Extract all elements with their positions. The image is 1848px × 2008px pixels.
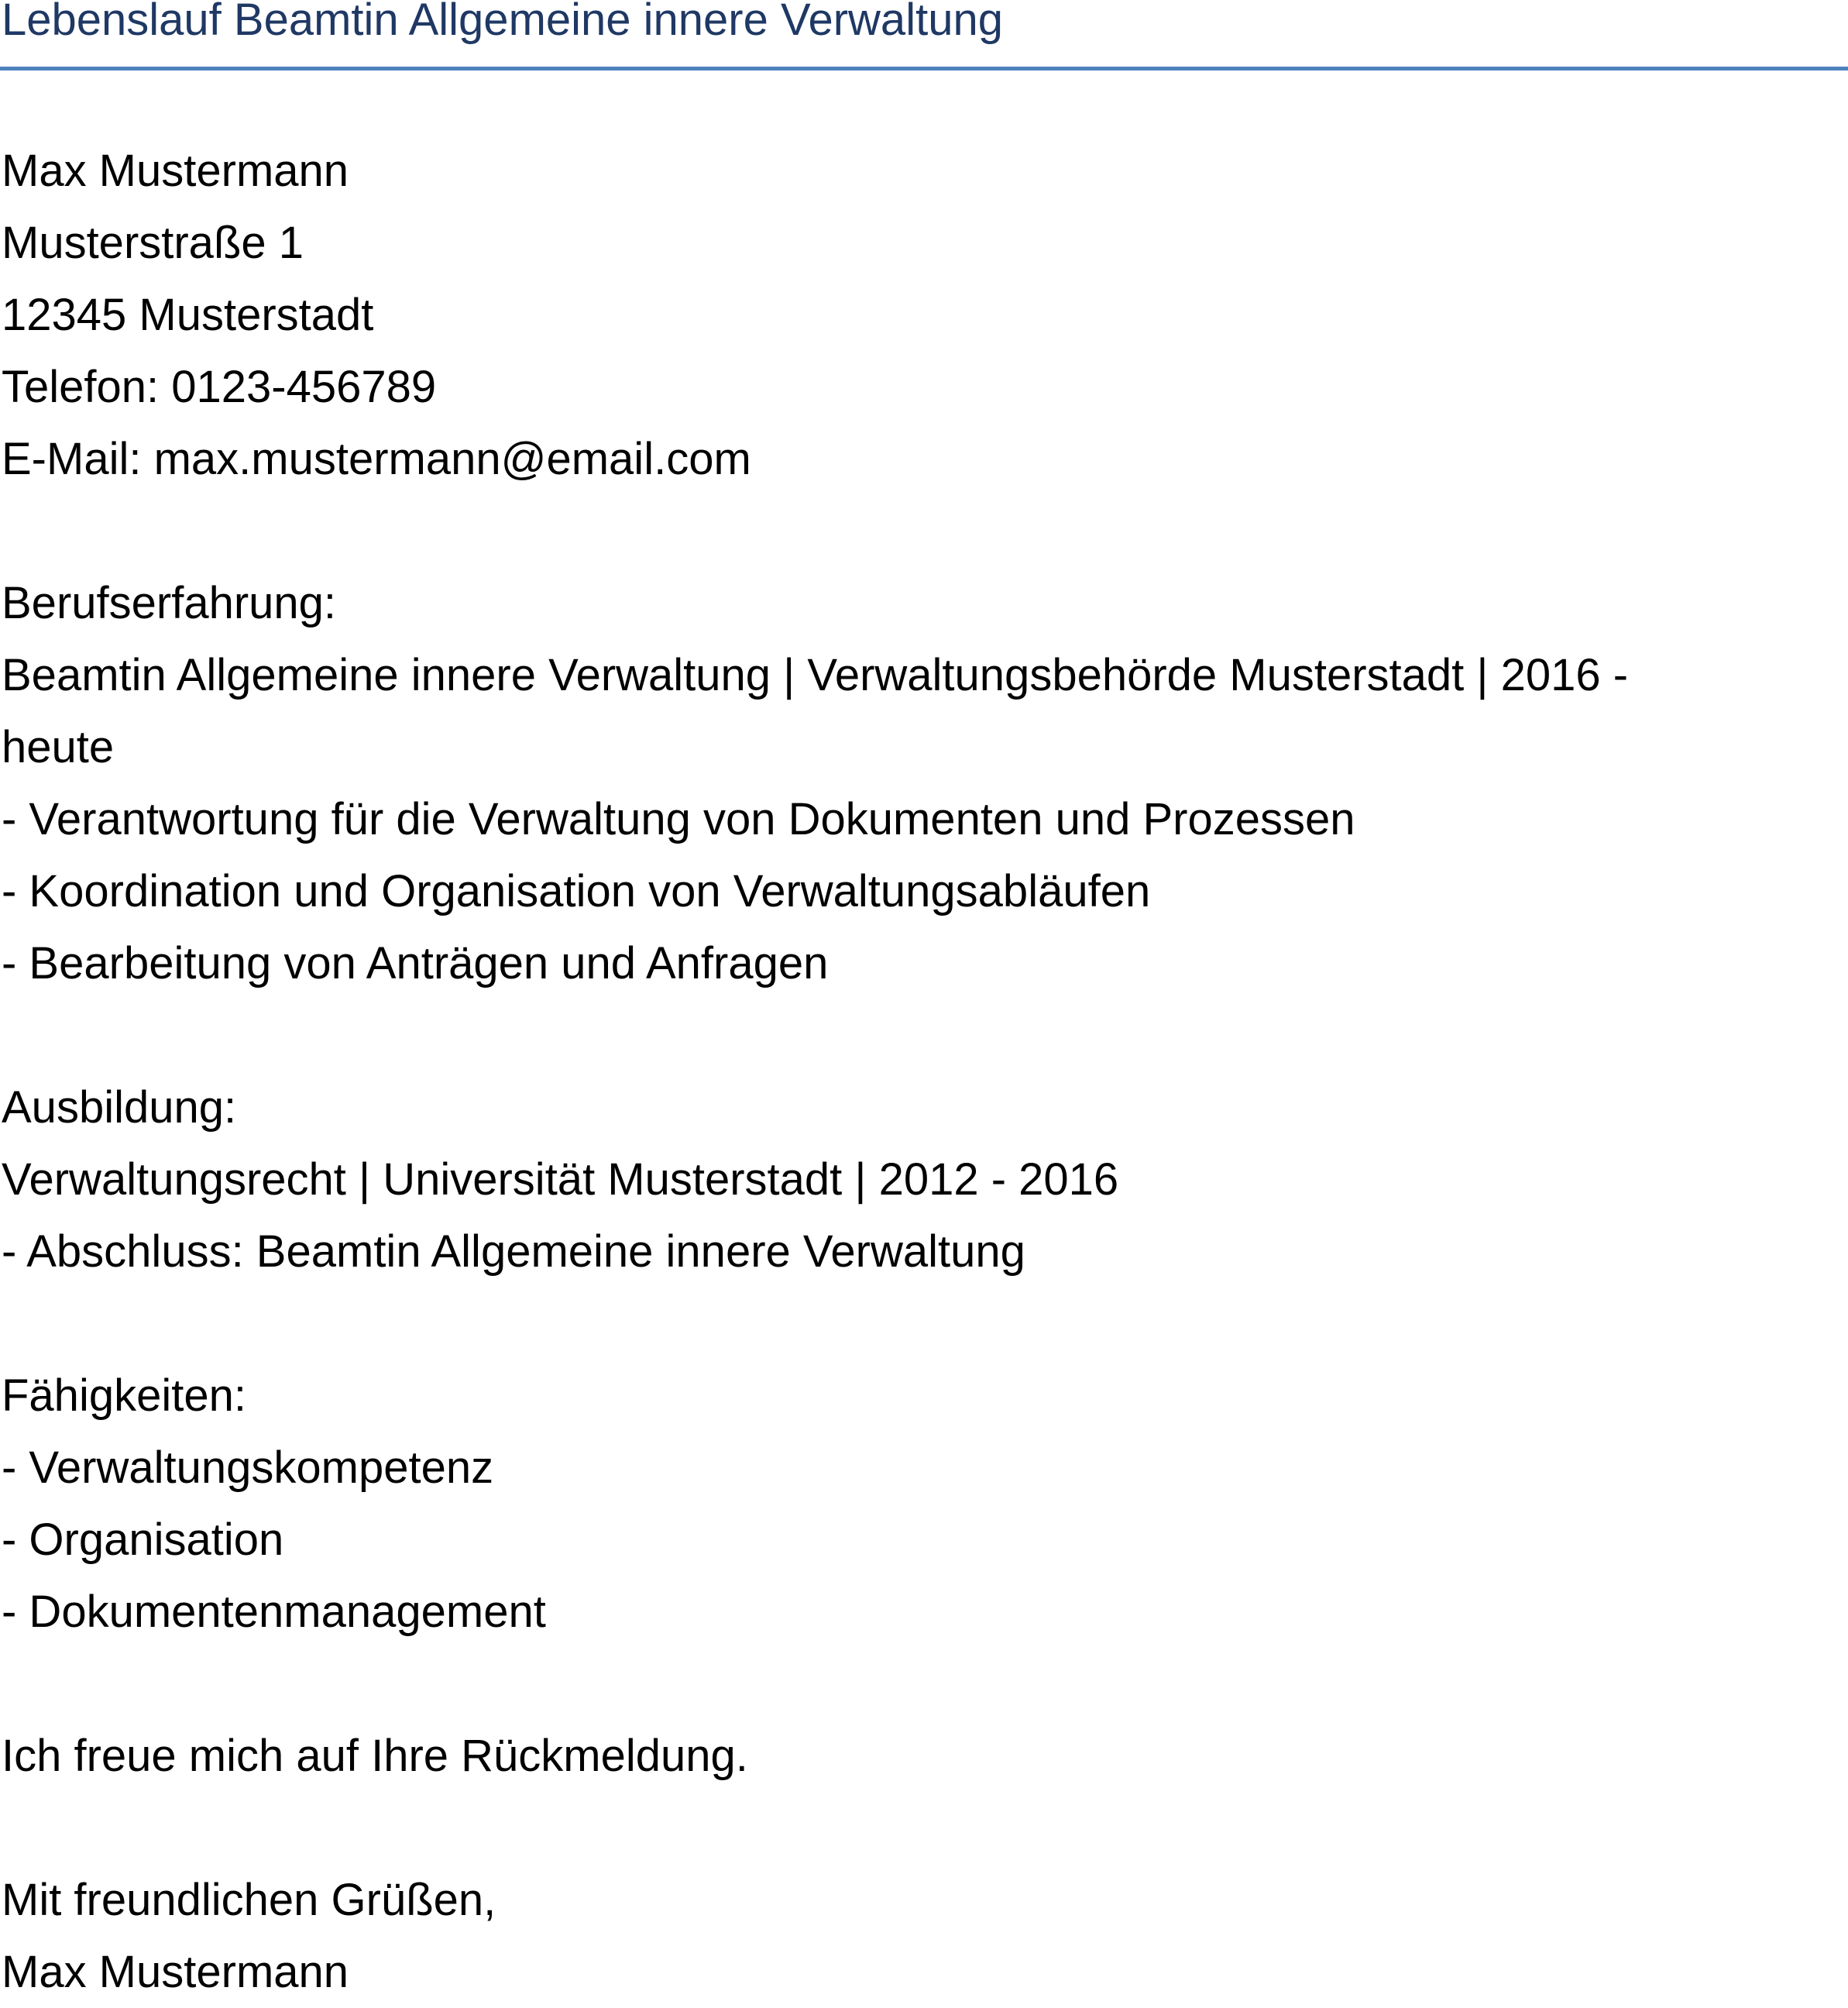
spacer [2,1792,1783,1864]
spacer [2,495,1783,567]
experience-heading: Berufserfahrung: [2,578,337,628]
spacer [2,999,1783,1071]
experience-position-line-1: Beamtin Allgemeine innere Verwaltung | Verwaltungsbehörde Musterstadt | 2016 - [2,650,1629,700]
closing-text: Ich freue mich auf Ihre Rückmeldung. [2,1731,748,1781]
title-underline-rule [0,67,1848,70]
experience-item: - Koordination und Organisation von Verwaltungsabläufen [2,866,1151,916]
education-heading: Ausbildung: [2,1082,237,1133]
signature-name: Max Mustermann [2,1947,349,1997]
experience-item: - Bearbeitung von Anträgen und Anfragen [2,938,829,989]
contact-city: 12345 Musterstadt [2,290,374,340]
skills-item: - Dokumentenmanagement [2,1587,546,1637]
contact-street: Musterstraße 1 [2,218,304,268]
experience-item: - Verantwortung für die Verwaltung von Dokumenten und Prozessen [2,794,1355,844]
contact-name: Max Mustermann [2,146,349,196]
contact-phone: Telefon: 0123-456789 [2,362,437,412]
closing-salutation: Mit freundlichen Grüßen, [2,1875,496,1925]
document-body [2,135,1783,2008]
experience-position-line-2: heute [2,722,115,772]
skills-item: - Verwaltungskompetenz [2,1442,494,1493]
spacer [2,1648,1783,1720]
education-entry: Verwaltungsrecht | Universität Musterstadt | 2012 - 2016 [2,1154,1119,1205]
skills-item: - Organisation [2,1515,284,1565]
spacer [2,1288,1783,1360]
education-degree: - Abschluss: Beamtin Allgemeine innere Verwaltung [2,1226,1025,1277]
skills-heading: Fähigkeiten: [2,1370,246,1421]
document-title: Lebenslauf Beamtin Allgemeine innere Verwaltung [2,0,1003,45]
contact-email: E-Mail: max.mustermann@email.com [2,434,751,484]
